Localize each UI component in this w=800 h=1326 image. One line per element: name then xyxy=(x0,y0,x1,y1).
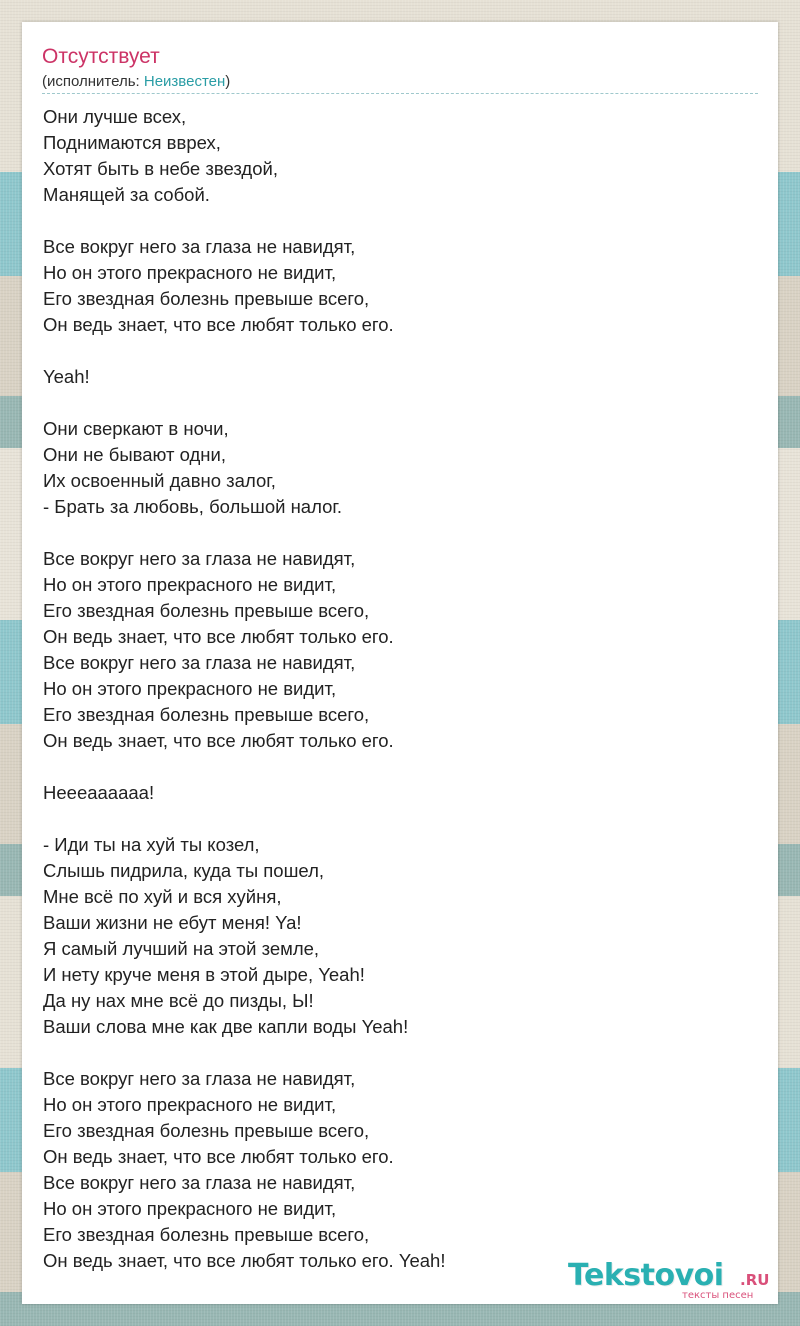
lyric-line: Нееeaaaaaa! xyxy=(43,782,155,803)
site-logo[interactable] xyxy=(568,1258,778,1306)
lyric-line: Манящей за собой. xyxy=(43,184,210,205)
lyric-line: Но он этого прекрасного не видит, xyxy=(43,574,337,595)
lyrics-card xyxy=(22,22,778,1304)
lyric-line: Мне всё по хуй и вся хуйня, xyxy=(43,886,282,907)
performer-suffix: ) xyxy=(225,73,231,90)
stanza xyxy=(43,104,763,208)
lyric-line: Ваши слова мне как две капли воды Yeah! xyxy=(43,1016,409,1037)
stanza xyxy=(43,1066,763,1274)
lyric-line: Он ведь знает, что все любят только его. xyxy=(43,730,394,751)
lyric-line: Его звездная болезнь превыше всего, xyxy=(43,704,370,725)
lyric-line: Но он этого прекрасного не видит, xyxy=(43,262,337,283)
performer-prefix: (исполнитель: xyxy=(42,73,144,90)
lyric-line: Они лучше всех, xyxy=(43,106,187,127)
lyric-line: Я самый лучший на этой земле, xyxy=(43,938,320,959)
lyric-line: Ваши жизни не ебут меня! Ya! xyxy=(43,912,302,933)
lyric-line: Да ну нах мне всё до пизды, Ы! xyxy=(43,990,314,1011)
lyric-line: Но он этого прекрасного не видит, xyxy=(43,1198,337,1219)
lyric-line: - Иди ты на хуй ты козел, xyxy=(43,834,260,855)
stanza xyxy=(43,234,763,338)
lyric-line: Его звездная болезнь превыше всего, xyxy=(43,1120,370,1141)
lyrics-text xyxy=(43,104,763,1300)
lyric-line: - Брать за любовь, большой налог. xyxy=(43,496,343,517)
logo-tagline: тексты песен xyxy=(682,1290,754,1301)
title-divider xyxy=(42,93,758,94)
stanza xyxy=(43,832,763,1040)
lyric-line: Он ведь знает, что все любят только его. xyxy=(43,1146,394,1167)
lyric-line: Все вокруг него за глаза не навидят, xyxy=(43,548,356,569)
stanza xyxy=(43,364,763,390)
lyric-line: Он ведь знает, что все любят только его. xyxy=(43,626,394,647)
lyric-line: Поднимаются вврех, xyxy=(43,132,221,153)
lyric-line: Они не бывают одни, xyxy=(43,444,226,465)
lyric-line: Все вокруг него за глаза не навидят, xyxy=(43,1068,356,1089)
performer-line xyxy=(42,72,230,92)
lyric-line: И нету круче меня в этой дыре, Yeah! xyxy=(43,964,365,985)
stanza xyxy=(43,416,763,520)
lyric-line: Его звездная болезнь превыше всего, xyxy=(43,600,370,621)
logo-domain: .RU xyxy=(740,1271,770,1289)
lyric-line: Все вокруг него за глаза не навидят, xyxy=(43,1172,356,1193)
stanza xyxy=(43,780,763,806)
lyric-line: Его звездная болезнь превыше всего, xyxy=(43,1224,370,1245)
song-title: Отсутствует xyxy=(42,45,160,68)
lyric-line: Его звездная болезнь превыше всего, xyxy=(43,288,370,309)
lyric-line: Все вокруг него за глаза не навидят, xyxy=(43,652,356,673)
lyric-line: Все вокруг него за глаза не навидят, xyxy=(43,236,356,257)
lyric-line: Он ведь знает, что все любят только его. xyxy=(43,314,394,335)
stanza xyxy=(43,546,763,754)
logo-wordmark: Tekstovoi xyxy=(568,1258,724,1293)
lyric-line: Он ведь знает, что все любят только его. Yeah! xyxy=(43,1250,446,1271)
lyric-line: Их освоенный давно залог, xyxy=(43,470,276,491)
lyric-line: Но он этого прекрасного не видит, xyxy=(43,678,337,699)
lyric-line: Слышь пидрила, куда ты пошел, xyxy=(43,860,325,881)
lyric-line: Они сверкают в ночи, xyxy=(43,418,229,439)
lyric-line: Хотят быть в небе звездой, xyxy=(43,158,278,179)
artist-link[interactable]: Неизвестен xyxy=(143,73,226,90)
lyric-line: Yeah! xyxy=(43,366,90,387)
lyric-line: Но он этого прекрасного не видит, xyxy=(43,1094,337,1115)
